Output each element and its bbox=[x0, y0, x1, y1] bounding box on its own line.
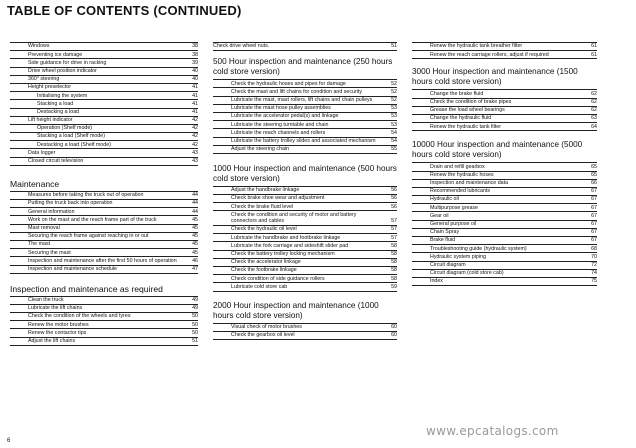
toc-entry[interactable] bbox=[412, 262, 597, 270]
toc-entry-page: 55 bbox=[391, 146, 397, 153]
toc-entry-page: 57 bbox=[391, 234, 397, 241]
toc-entry[interactable] bbox=[10, 297, 198, 305]
page-number: 6 bbox=[7, 438, 11, 444]
section-heading: Inspection and maintenance as required bbox=[10, 283, 163, 294]
toc-entry[interactable] bbox=[213, 203, 397, 211]
toc-entry-page: 70 bbox=[591, 253, 597, 260]
toc-entry[interactable] bbox=[412, 107, 597, 115]
toc-entry[interactable] bbox=[10, 249, 198, 257]
toc-entry-title: Check drive wheel nuts. bbox=[213, 43, 270, 50]
toc-entry-page: 45 bbox=[192, 249, 198, 256]
toc-entry[interactable] bbox=[10, 208, 198, 216]
toc-entry-page: 60 bbox=[391, 332, 397, 339]
toc-entry[interactable] bbox=[412, 229, 597, 237]
toc-entry-title: Multipurpose grease bbox=[430, 204, 478, 211]
toc-entry-title: Adjust the lift chains bbox=[28, 338, 76, 345]
toc-entry-title: Check the hydraulic oil level bbox=[231, 226, 297, 233]
toc-section bbox=[213, 164, 397, 292]
toc-entry-page: 43 bbox=[192, 149, 198, 156]
toc-entry-title: Lubricate the mast, mast rollers, lift chains and chain pulleys bbox=[231, 96, 373, 103]
toc-entry[interactable] bbox=[412, 180, 597, 188]
toc-entry[interactable] bbox=[412, 90, 597, 98]
toc-entry-page: 58 bbox=[391, 242, 397, 249]
section-heading: 500 Hour inspection and maintenance (250 hours cold store version) bbox=[213, 57, 393, 77]
toc-section bbox=[10, 179, 198, 274]
toc-entry-page: 72 bbox=[591, 261, 597, 268]
toc-entry-title: Renew the hydraulic hoses bbox=[430, 171, 494, 178]
toc-entry-title: Check the mast and lift chains for condition and security bbox=[231, 88, 363, 95]
toc-entry[interactable] bbox=[213, 283, 397, 291]
toc-entry-title: Lubricate the mast hose pulley assemblies bbox=[231, 105, 331, 112]
toc-entry-page: 41 bbox=[192, 92, 198, 99]
toc-entry-title: Drain and refill gearbox bbox=[430, 163, 485, 170]
toc-entry-title: Check the battery trolley locking mechanism bbox=[231, 250, 335, 257]
toc-entry-title: Initialising the system bbox=[37, 92, 88, 99]
toc-entry-title: Drive wheel position indicator bbox=[28, 67, 97, 74]
toc-entry-title: Grease the load wheel bearings bbox=[430, 107, 505, 114]
toc-entry-title: 360° steering bbox=[28, 76, 60, 83]
toc-entry[interactable] bbox=[10, 109, 198, 117]
toc-entry[interactable] bbox=[213, 242, 397, 250]
toc-entry-title: Check the condition and security of motor and battery connectors and cables bbox=[231, 211, 357, 225]
toc-entry-title: Lubricate the accelerator pedal(s) and linkage bbox=[231, 113, 339, 120]
toc-entry-page: 58 bbox=[391, 250, 397, 257]
toc-entry[interactable] bbox=[10, 68, 198, 76]
toc-entry[interactable] bbox=[412, 237, 597, 245]
toc-entry-title: Height preselector bbox=[28, 84, 71, 91]
toc-entry[interactable] bbox=[10, 117, 198, 125]
toc-entry-page: 61 bbox=[591, 51, 597, 58]
toc-entry[interactable] bbox=[10, 100, 198, 108]
toc-entry-title: Visual check of motor brushes bbox=[231, 323, 302, 330]
toc-entry[interactable] bbox=[10, 51, 198, 59]
toc-entry-page: 41 bbox=[192, 84, 198, 91]
toc-entry-title: Troubleshooting guide (hydraulic system) bbox=[430, 245, 527, 252]
toc-entry-title: Renew the reach carriage rollers, adjust if required bbox=[430, 51, 549, 58]
toc-entry[interactable] bbox=[10, 266, 198, 274]
toc-entry-title: Check condition of side guidance rollers bbox=[231, 275, 325, 282]
toc-entry[interactable] bbox=[10, 233, 198, 241]
toc-entry-title: Renew the motor brushes bbox=[28, 321, 89, 328]
toc-entry-title: Circuit diagram bbox=[430, 261, 466, 268]
toc-entry-title: Inspection and maintenance data bbox=[430, 180, 509, 187]
toc-section bbox=[412, 140, 597, 286]
toc-entry-title: Inspection and maintenance after the first 50 hours of operation bbox=[28, 257, 177, 264]
toc-entry-page: 67 bbox=[591, 237, 597, 244]
toc-entry[interactable] bbox=[213, 251, 397, 259]
toc-entry[interactable] bbox=[213, 275, 397, 283]
toc-entry[interactable] bbox=[213, 138, 397, 146]
toc-entry-list bbox=[213, 186, 397, 292]
toc-entry-title: Circuit diagram (cold store cab) bbox=[430, 270, 504, 277]
toc-entry-page: 40 bbox=[192, 67, 198, 74]
section-heading: 1000 Hour inspection and maintenance (500 hours cold store version) bbox=[213, 163, 397, 183]
toc-entry-page: 56 bbox=[391, 195, 397, 202]
toc-entry-page: 42 bbox=[192, 133, 198, 140]
toc-entry[interactable] bbox=[10, 149, 198, 157]
toc-entry-page: 42 bbox=[192, 125, 198, 132]
toc-entry[interactable] bbox=[10, 313, 198, 321]
toc-entry-page: 65 bbox=[591, 171, 597, 178]
toc-column-3 bbox=[412, 42, 597, 286]
toc-entry-page: 45 bbox=[192, 216, 198, 223]
toc-entry-title: Lubricate the fork carriage and sideshift slider pad bbox=[231, 242, 349, 249]
toc-entry-list bbox=[213, 79, 397, 154]
toc-entry[interactable] bbox=[10, 305, 198, 313]
toc-entry-page: 45 bbox=[192, 224, 198, 231]
toc-entry-page: 50 bbox=[192, 321, 198, 328]
toc-entry[interactable] bbox=[10, 92, 198, 100]
toc-entry[interactable] bbox=[412, 221, 597, 229]
toc-entry-list bbox=[412, 89, 597, 131]
toc-entry-title: Lubricate the handbrake and footbrake linkage bbox=[231, 234, 341, 241]
toc-entry-page: 45 bbox=[192, 233, 198, 240]
toc-entry-page: 58 bbox=[391, 259, 397, 266]
toc-entry-title: Data logger bbox=[28, 149, 56, 156]
toc-entry[interactable] bbox=[10, 59, 198, 67]
toc-entry-page: 44 bbox=[192, 200, 198, 207]
toc-entry-page: 67 bbox=[591, 212, 597, 219]
toc-entry[interactable] bbox=[10, 200, 198, 208]
toc-entry-title: Renew the hydraulic tank filter bbox=[430, 123, 501, 130]
toc-entry-list bbox=[412, 162, 597, 286]
toc-section bbox=[213, 57, 397, 154]
toc-entry-title: Renew the hydraulic tank breather filter bbox=[430, 43, 523, 50]
toc-entry-list bbox=[412, 42, 597, 59]
toc-entry-page: 54 bbox=[391, 137, 397, 144]
toc-entry-title: Lubricate cold store cab bbox=[231, 283, 288, 290]
toc-entry-title: Check brake shoe wear and adjustment bbox=[231, 195, 325, 202]
toc-entry-page: 56 bbox=[391, 187, 397, 194]
toc-entry-page: 66 bbox=[591, 180, 597, 187]
toc-entry[interactable] bbox=[213, 105, 397, 113]
toc-entry[interactable] bbox=[412, 196, 597, 204]
toc-entry-page: 67 bbox=[591, 196, 597, 203]
toc-entry-page: 51 bbox=[192, 338, 198, 345]
page-title: TABLE OF CONTENTS (CONTINUED) bbox=[7, 3, 242, 18]
toc-entry-page: 53 bbox=[391, 105, 397, 112]
toc-entry-page: 45 bbox=[192, 241, 198, 248]
toc-entry-page: 42 bbox=[192, 117, 198, 124]
toc-entry-page: 53 bbox=[391, 113, 397, 120]
toc-entry-page: 39 bbox=[192, 59, 198, 66]
toc-entry-page: 56 bbox=[391, 203, 397, 210]
toc-entry-page: 52 bbox=[391, 80, 397, 87]
toc-entry-title: Work on the mast and the reach frame part of the truck bbox=[28, 216, 157, 223]
toc-entry[interactable] bbox=[10, 133, 198, 141]
toc-entry[interactable] bbox=[213, 259, 397, 267]
toc-entry[interactable] bbox=[412, 115, 597, 123]
toc-entry[interactable] bbox=[412, 278, 597, 286]
toc-entry[interactable] bbox=[10, 329, 198, 337]
toc-entry-page: 47 bbox=[192, 265, 198, 272]
toc-entry-page: 62 bbox=[591, 90, 597, 97]
toc-entry-title: Chain Spray bbox=[430, 229, 460, 236]
toc-entry-page: 65 bbox=[591, 163, 597, 170]
toc-entry-title: Check the accelerator linkage bbox=[231, 259, 301, 266]
toc-section bbox=[213, 301, 397, 340]
toc-entry[interactable] bbox=[213, 324, 397, 332]
toc-entry-page: 62 bbox=[591, 107, 597, 114]
toc-entry-title: Securing the mast bbox=[28, 249, 71, 256]
toc-entry[interactable] bbox=[412, 51, 597, 59]
toc-entry-page: 63 bbox=[591, 115, 597, 122]
toc-entry[interactable] bbox=[10, 84, 198, 92]
toc-entry[interactable] bbox=[213, 80, 397, 88]
toc-entry-title: Hydraulic oil bbox=[430, 196, 459, 203]
toc-entry-page: 60 bbox=[391, 323, 397, 330]
toc-entry-title: Clean the truck bbox=[28, 297, 64, 304]
toc-entry[interactable] bbox=[213, 88, 397, 96]
toc-entry-page: 52 bbox=[391, 96, 397, 103]
toc-entry[interactable] bbox=[213, 187, 397, 195]
toc-entry-page: 40 bbox=[192, 76, 198, 83]
toc-entry-title: Stacking a load (Shelf mode) bbox=[37, 133, 106, 140]
toc-entry-page: 50 bbox=[192, 329, 198, 336]
toc-entry-title: Index bbox=[430, 278, 443, 285]
toc-column-2 bbox=[213, 42, 397, 340]
toc-entry[interactable] bbox=[412, 253, 597, 261]
toc-entry-title: Operation (Shelf mode) bbox=[37, 125, 93, 132]
toc-entry[interactable] bbox=[10, 225, 198, 233]
toc-entry-page: 68 bbox=[591, 245, 597, 252]
toc-entry-list bbox=[10, 296, 198, 346]
toc-entry-title: Preventing ice damage bbox=[28, 51, 83, 58]
toc-entry[interactable] bbox=[10, 125, 198, 133]
section-heading: 3000 Hour inspection and maintenance (1500 hours cold store version) bbox=[412, 67, 578, 87]
toc-entry[interactable] bbox=[213, 129, 397, 137]
toc-entry-page: 59 bbox=[391, 283, 397, 290]
toc-entry[interactable] bbox=[412, 245, 597, 253]
toc-entry-title: Check the hydraulic hoses and pipes for damage bbox=[231, 80, 346, 87]
section-heading: 10000 Hour inspection and maintenance (5000 hours cold store version) bbox=[412, 140, 583, 160]
toc-entry-title: General information bbox=[28, 208, 75, 215]
toc-entry-title: Check the condition of brake pipes bbox=[430, 98, 512, 105]
toc-entry-title: Destacking a load bbox=[37, 108, 80, 115]
toc-entry[interactable] bbox=[10, 158, 198, 166]
toc-entry-page: 54 bbox=[391, 129, 397, 136]
toc-entry-title: Check the brake fluid level bbox=[231, 203, 294, 210]
toc-entry-page: 41 bbox=[192, 100, 198, 107]
toc-entry[interactable] bbox=[213, 195, 397, 203]
toc-entry-page: 75 bbox=[591, 278, 597, 285]
toc-entry-title: Putting the truck back into operation bbox=[28, 200, 113, 207]
toc-entry-page: 58 bbox=[391, 275, 397, 282]
toc-entry-title: Brake fluid bbox=[430, 237, 456, 244]
toc-entry-title: Gear oil bbox=[430, 212, 449, 219]
toc-section bbox=[412, 42, 597, 59]
toc-entry[interactable] bbox=[213, 43, 397, 51]
toc-column-1 bbox=[10, 42, 198, 346]
toc-entry[interactable] bbox=[412, 188, 597, 196]
toc-entry-page: 52 bbox=[391, 88, 397, 95]
toc-entry-page: 57 bbox=[391, 226, 397, 233]
toc-entry-title: Check the footbrake linkage bbox=[231, 267, 297, 274]
toc-entry-title: Securing the reach frame against reaching in or out bbox=[28, 233, 149, 240]
toc-entry[interactable] bbox=[10, 216, 198, 224]
toc-entry[interactable] bbox=[213, 113, 397, 121]
toc-entry-page: 46 bbox=[192, 257, 198, 264]
toc-entry-title: Lubricate the battery trolley slides and associated mechanism bbox=[231, 137, 376, 144]
toc-entry-title: Windows bbox=[28, 43, 50, 50]
toc-entry-title: Renew the contactor tips bbox=[28, 329, 87, 336]
toc-entry-page: 49 bbox=[192, 297, 198, 304]
toc-entry[interactable] bbox=[213, 97, 397, 105]
toc-entry-page: 67 bbox=[591, 229, 597, 236]
toc-entry-title: Adjust the handbrake linkage bbox=[231, 187, 300, 194]
section-heading: 2000 Hour inspection and maintenance (1000 hours cold store version) bbox=[213, 300, 379, 320]
toc-section bbox=[412, 67, 597, 131]
toc-entry-page: 38 bbox=[192, 43, 198, 50]
toc-entry[interactable] bbox=[213, 234, 397, 242]
toc-entry-page: 53 bbox=[391, 121, 397, 128]
toc-entry-page: 51 bbox=[391, 43, 397, 50]
toc-entry-title: Lift height indicator bbox=[28, 117, 73, 124]
watermark: www.epcatalogs.com bbox=[426, 424, 559, 438]
toc-entry-page: 38 bbox=[192, 51, 198, 58]
toc-entry-page: 61 bbox=[591, 43, 597, 50]
toc-entry-title: Change the brake fluid bbox=[430, 90, 484, 97]
toc-entry-title: Check the gearbox oil level bbox=[231, 332, 295, 339]
toc-entry-list bbox=[213, 42, 397, 51]
toc-entry[interactable] bbox=[213, 121, 397, 129]
toc-entry-page: 50 bbox=[192, 313, 198, 320]
toc-entry-title: Lubricate the steering turntable and chain bbox=[231, 121, 329, 128]
toc-entry-title: Lubricate the lift chains bbox=[28, 305, 83, 312]
toc-entry[interactable] bbox=[10, 338, 198, 346]
toc-entry[interactable] bbox=[412, 163, 597, 171]
toc-entry[interactable] bbox=[213, 332, 397, 340]
toc-entry[interactable] bbox=[213, 267, 397, 275]
toc-entry-page: 67 bbox=[591, 204, 597, 211]
toc-section bbox=[10, 284, 198, 346]
toc-entry-title: Check the condition of the wheels and tyres bbox=[28, 313, 131, 320]
toc-entry-title: General purpose oil bbox=[430, 221, 477, 228]
toc-entry[interactable] bbox=[10, 321, 198, 329]
toc-entry[interactable] bbox=[10, 257, 198, 265]
toc-entry-page: 41 bbox=[192, 108, 198, 115]
toc-entry-list bbox=[10, 42, 198, 166]
toc-entry-title: Adjust the steering chain bbox=[231, 146, 290, 153]
toc-entry[interactable] bbox=[10, 192, 198, 200]
toc-entry-title: Side guidance for drive in racking bbox=[28, 59, 107, 66]
toc-entry-page: 64 bbox=[591, 123, 597, 130]
toc-entry-title: Inspection and maintenance schedule bbox=[28, 265, 117, 272]
toc-entry-title: Hydraulic system piping bbox=[430, 253, 486, 260]
toc-entry-page: 74 bbox=[591, 270, 597, 277]
toc-entry-page: 44 bbox=[192, 192, 198, 199]
toc-entry-page: 62 bbox=[591, 98, 597, 105]
toc-entry-page: 44 bbox=[192, 208, 198, 215]
toc-entry[interactable] bbox=[10, 141, 198, 149]
toc-entry-title: Measures before taking the truck out of operation bbox=[28, 192, 144, 199]
toc-entry[interactable] bbox=[412, 123, 597, 131]
toc-entry[interactable] bbox=[213, 226, 397, 234]
toc-entry-title: Destacking a load (Shelf mode) bbox=[37, 141, 111, 148]
section-heading: Maintenance bbox=[10, 178, 60, 189]
toc-entry-title: Stacking a load bbox=[37, 100, 74, 107]
toc-entry-page: 49 bbox=[192, 305, 198, 312]
toc-entry[interactable] bbox=[412, 204, 597, 212]
toc-entry[interactable] bbox=[412, 99, 597, 107]
toc-entry[interactable] bbox=[412, 212, 597, 220]
toc-entry-title: The mast bbox=[28, 241, 51, 248]
toc-entry-page: 42 bbox=[192, 141, 198, 148]
toc-entry-title: Change the hydraulic fluid bbox=[430, 115, 492, 122]
toc-entry-page: 43 bbox=[192, 158, 198, 165]
toc-entry[interactable] bbox=[10, 76, 198, 84]
toc-entry-page: 57 bbox=[391, 218, 397, 225]
toc-entry-title: Closed circuit television bbox=[28, 158, 84, 165]
toc-entry-title: Recommended lubricants bbox=[430, 188, 491, 195]
toc-entry-list bbox=[10, 191, 198, 274]
toc-entry[interactable] bbox=[412, 270, 597, 278]
toc-entry[interactable] bbox=[412, 172, 597, 180]
toc-section bbox=[213, 42, 397, 51]
toc-entry-list bbox=[213, 323, 397, 340]
toc-entry[interactable] bbox=[213, 146, 397, 154]
toc-entry-page: 67 bbox=[591, 221, 597, 228]
toc-entry-page: 58 bbox=[391, 267, 397, 274]
toc-entry-page: 67 bbox=[591, 188, 597, 195]
toc-entry[interactable] bbox=[213, 211, 397, 226]
toc-entry-title: Lubricate the reach channels and rollers bbox=[231, 129, 326, 136]
toc-section bbox=[10, 42, 198, 166]
toc-entry[interactable] bbox=[412, 43, 597, 51]
toc-entry[interactable] bbox=[10, 241, 198, 249]
toc-entry[interactable] bbox=[10, 43, 198, 51]
toc-entry-title: Mast removal bbox=[28, 224, 60, 231]
